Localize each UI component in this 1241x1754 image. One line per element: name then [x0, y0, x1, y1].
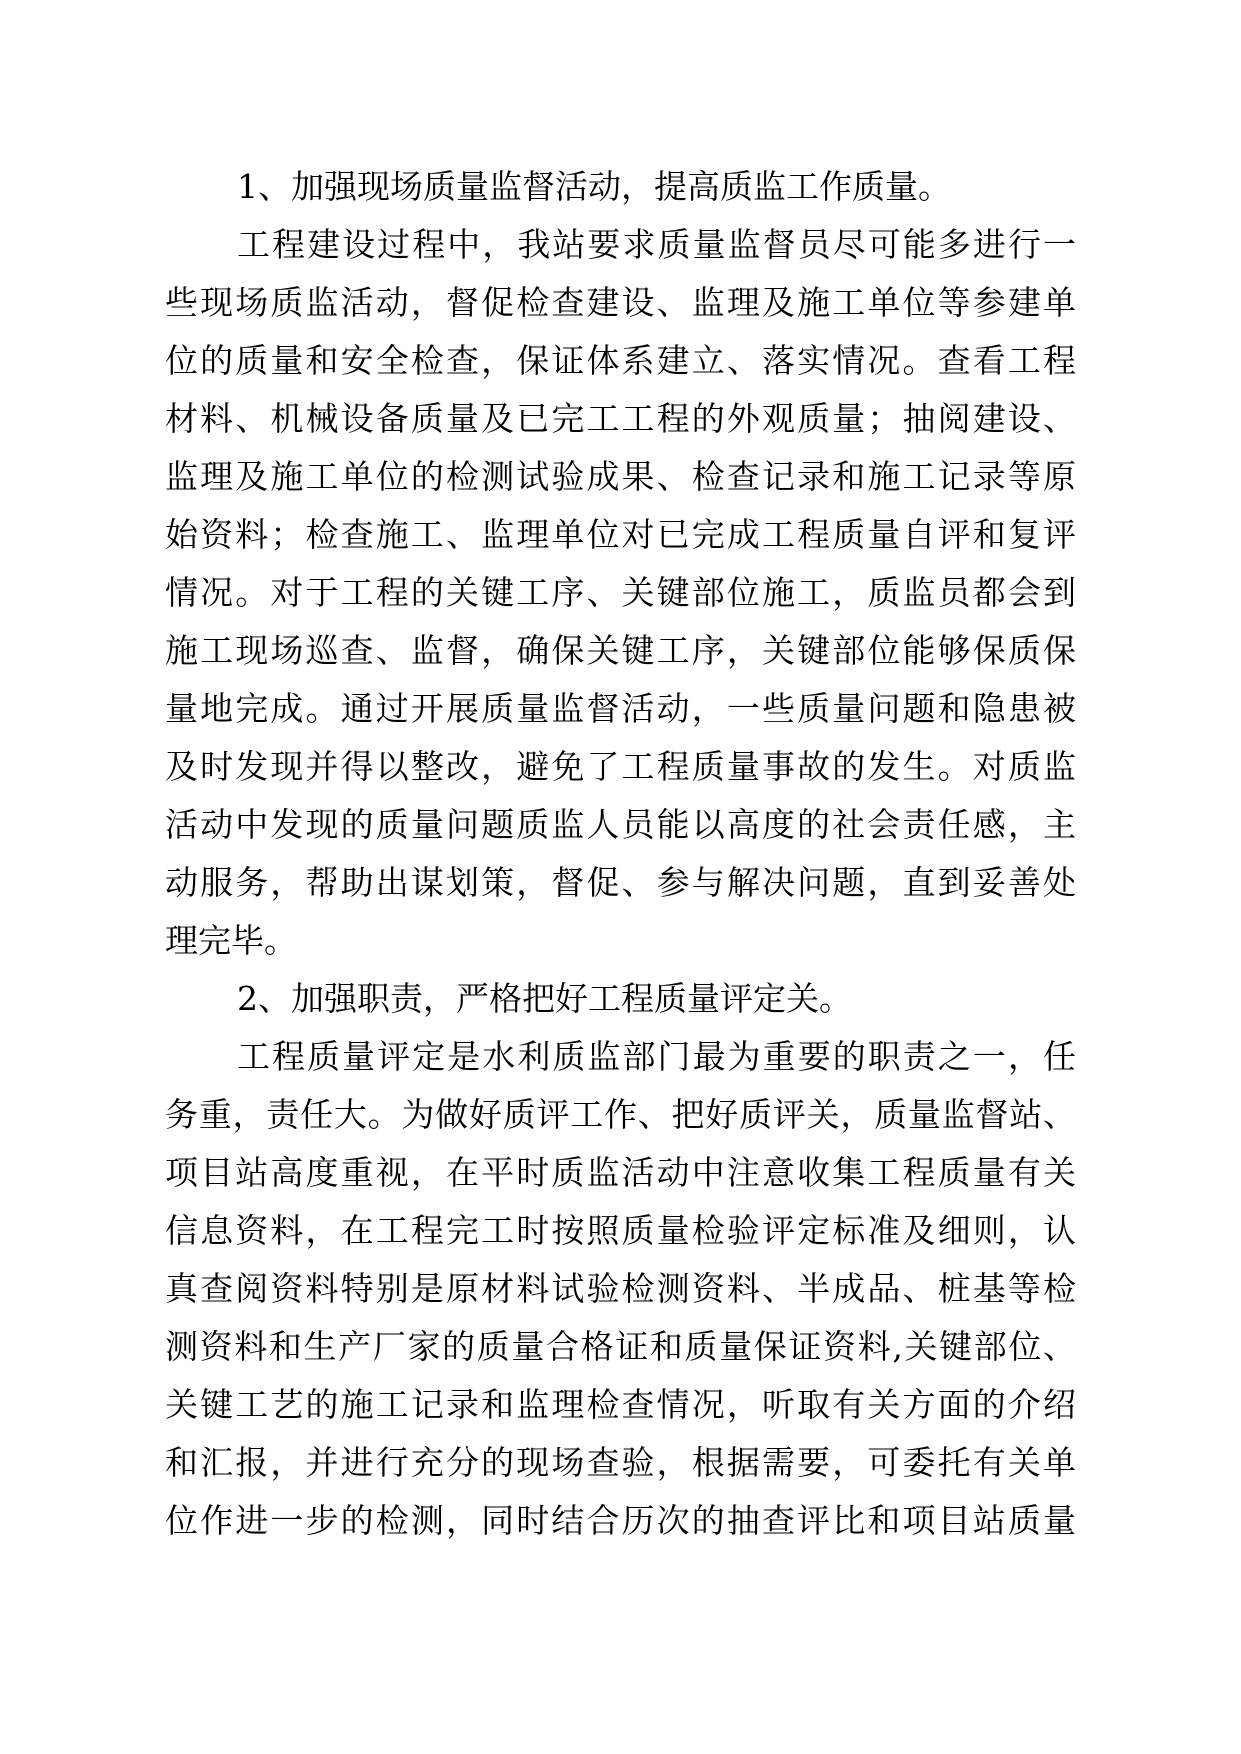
text-line: 和汇报，并进行充分的现场查验，根据需要，可委托有关单	[165, 1443, 1076, 1482]
text-line: 工程建设过程中，我站要求质量监督员尽可能多进行一	[237, 225, 1076, 264]
section-heading-2: 2、加强职责，严格把好工程质量评定关。	[237, 979, 852, 1018]
section-heading-1: 1、加强现场质量监督活动，提高质监工作质量。	[237, 167, 951, 206]
text-line: 工程质量评定是水利质监部门最为重要的职责之一，任	[237, 1037, 1076, 1076]
text-line: 信息资料，在工程完工时按照质量检验评定标准及细则，认	[165, 1211, 1076, 1250]
text-line: 关键工艺的施工记录和监理检查情况，听取有关方面的介绍	[165, 1385, 1076, 1424]
text-line: 施工现场巡查、监督，确保关键工序，关键部位能够保质保	[165, 631, 1076, 670]
text-line: 量地完成。通过开展质量监督活动，一些质量问题和隐患被	[165, 689, 1076, 728]
text-line: 测资料和生产厂家的质量合格证和质量保证资料,关键部位、	[165, 1327, 1076, 1366]
text-line: 位的质量和安全检查，保证体系建立、落实情况。查看工程	[165, 341, 1076, 380]
text-line: 活动中发现的质量问题质监人员能以高度的社会责任感，主	[165, 805, 1076, 844]
text-line: 项目站高度重视，在平时质监活动中注意收集工程质量有关	[165, 1153, 1076, 1192]
document-body	[165, 158, 1076, 1550]
text-line: 些现场质监活动，督促检查建设、监理及施工单位等参建单	[165, 283, 1076, 322]
text-line: 动服务，帮助出谋划策，督促、参与解决问题，直到妥善处	[165, 863, 1076, 902]
text-line: 材料、机械设备质量及已完工工程的外观质量；抽阅建设、	[165, 399, 1076, 438]
text-line: 务重，责任大。为做好质评工作、把好质评关，质量监督站、	[165, 1095, 1076, 1134]
text-line: 监理及施工单位的检测试验成果、检查记录和施工记录等原	[165, 457, 1076, 496]
text-line: 情况。对于工程的关键工序、关键部位施工，质监员都会到	[165, 573, 1076, 612]
text-line: 真查阅资料特别是原材料试验检测资料、半成品、桩基等检	[165, 1269, 1076, 1308]
text-line: 及时发现并得以整改，避免了工程质量事故的发生。对质监	[165, 747, 1076, 786]
text-line: 始资料；检查施工、监理单位对已完成工程质量自评和复评	[165, 515, 1076, 554]
text-line: 位作进一步的检测，同时结合历次的抽查评比和项目站质量	[165, 1501, 1076, 1540]
text-line: 理完毕。	[165, 921, 297, 960]
